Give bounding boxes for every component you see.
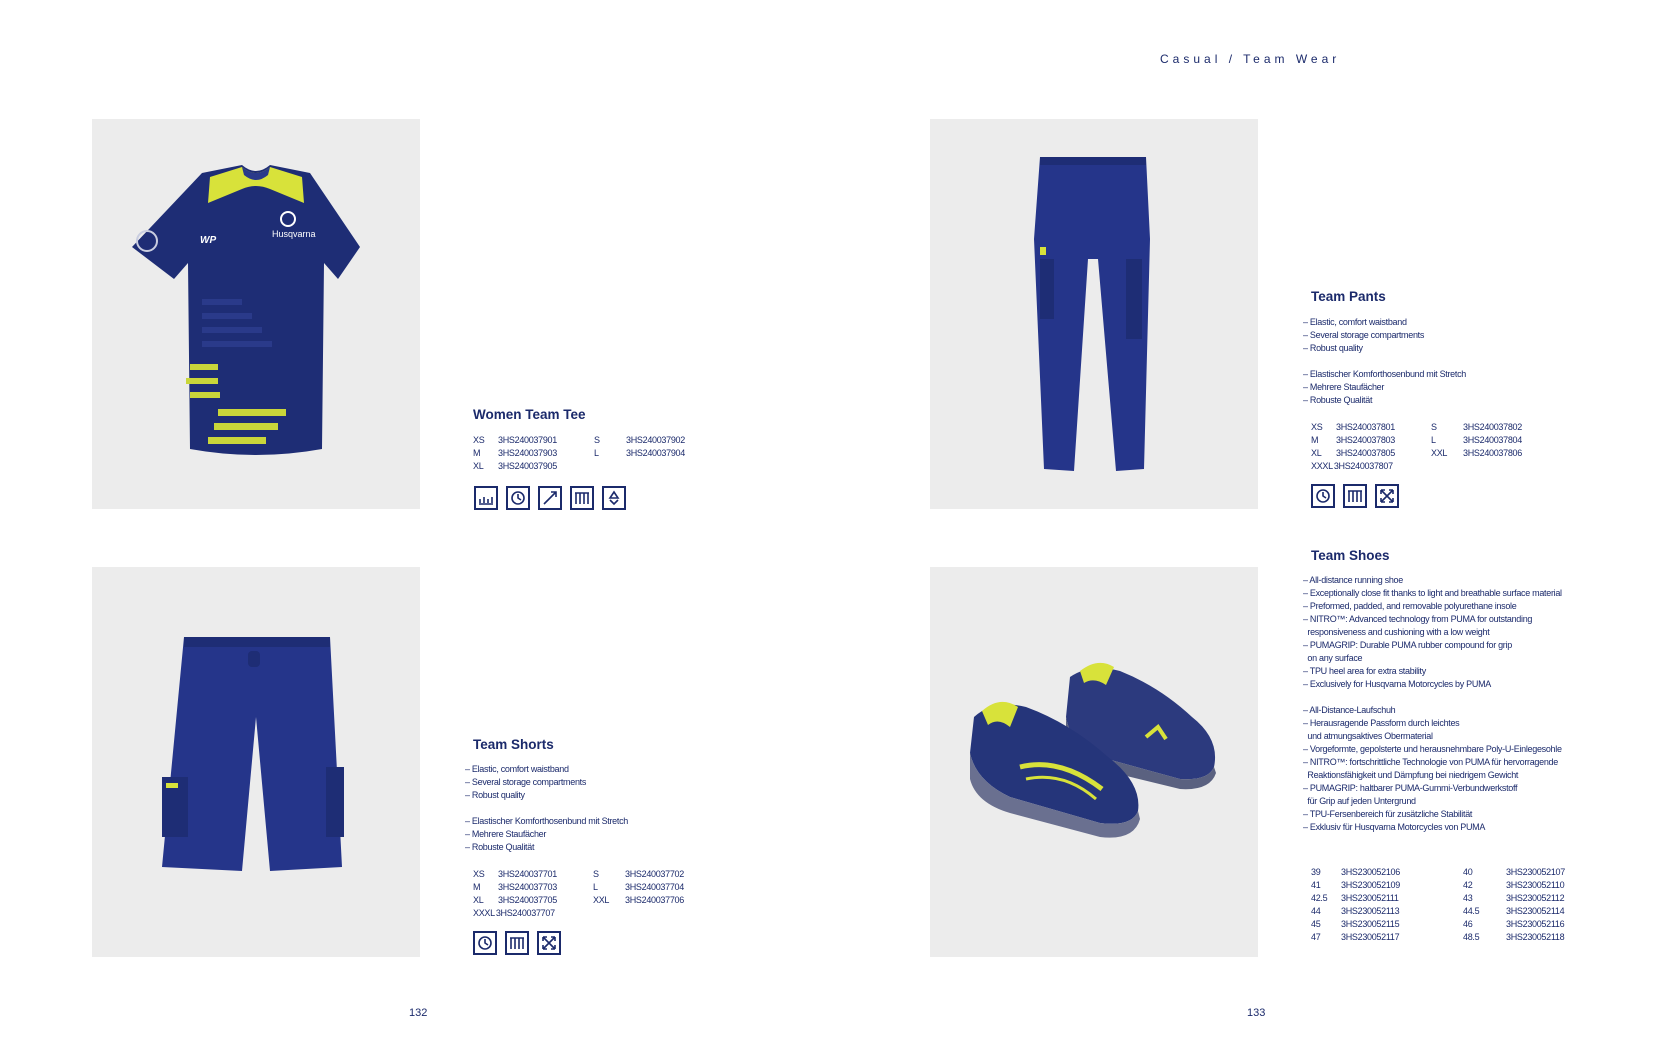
feature-item: Reaktionsfähigkeit und Dämpfung bei niedrigem Gewicht — [1303, 770, 1519, 780]
shoes-features-en — [1303, 574, 1562, 691]
article-code: 3HS240037706 — [625, 895, 684, 905]
size-label: XXXL — [1311, 461, 1333, 471]
size-label: S — [594, 435, 600, 445]
article-code: 3HS230052117 — [1341, 932, 1400, 942]
feature-item: – Robuste Qualität — [1303, 395, 1373, 405]
article-code: 3HS240037806 — [1463, 448, 1522, 458]
shorts-size-table — [473, 868, 684, 920]
stretch-icon — [538, 486, 562, 510]
size-row — [473, 881, 684, 894]
size-label: XL — [1311, 448, 1322, 458]
feature-item: – All-distance running shoe — [1303, 575, 1403, 585]
size-row — [1311, 866, 1565, 879]
size-label: M — [473, 882, 481, 892]
page-number-right: 133 — [1247, 1007, 1266, 1019]
size-label: XXL — [593, 895, 610, 905]
feature-item: für Grip auf jeden Untergrund — [1303, 796, 1416, 806]
pants-feature-icons — [1311, 484, 1399, 508]
quick-dry-icon — [473, 931, 497, 955]
pants-features-de — [1303, 368, 1466, 407]
size-label: 44.5 — [1463, 906, 1480, 916]
article-code: 3HS230052107 — [1506, 867, 1565, 877]
feature-item: – Mehrere Staufächer — [1303, 382, 1385, 392]
feature-item: – Exklusiv für Husqvarna Motorcycles von PUMA — [1303, 822, 1486, 832]
size-label: 45 — [1311, 919, 1321, 929]
feature-item: und atmungsaktives Obermaterial — [1303, 731, 1433, 741]
shorts-illustration — [92, 567, 420, 957]
breathable-icon — [570, 486, 594, 510]
size-row — [1311, 447, 1522, 460]
tee-size-table — [473, 434, 685, 473]
tee-illustration — [92, 119, 420, 509]
size-label: XS — [473, 869, 485, 879]
tee-title: Women Team Tee — [473, 407, 586, 422]
size-label: L — [593, 882, 598, 892]
size-label: XL — [473, 895, 484, 905]
feature-item: – Robust quality — [1303, 343, 1363, 353]
size-label: 41 — [1311, 880, 1321, 890]
article-code: 3HS240037805 — [1336, 448, 1395, 458]
size-row — [473, 907, 684, 920]
article-code: 3HS240037901 — [498, 435, 557, 445]
size-row — [1311, 905, 1565, 918]
size-row — [1311, 918, 1565, 931]
article-code: 3HS230052114 — [1506, 906, 1565, 916]
article-code: 3HS230052113 — [1341, 906, 1400, 916]
size-label: S — [1431, 422, 1437, 432]
size-row — [1311, 931, 1565, 944]
size-label: 46 — [1463, 919, 1473, 929]
size-label: 48.5 — [1463, 932, 1480, 942]
feature-item: – TPU heel area for extra stability — [1303, 666, 1426, 676]
size-label: 43 — [1463, 893, 1473, 903]
shoes-features-de — [1303, 704, 1562, 834]
svg-text:WP: WP — [200, 235, 217, 246]
stretch-arrows-icon — [537, 931, 561, 955]
shorts-feature-icons — [473, 931, 561, 955]
feature-item: on any surface — [1303, 653, 1363, 663]
feature-item: – Elastischer Komforthosenbund mit Stretch — [465, 816, 628, 826]
section-title: Casual / Team Wear — [1160, 52, 1341, 66]
size-label: 42 — [1463, 880, 1473, 890]
feature-item: – Exceptionally close fit thanks to light and breathable surface material — [1303, 588, 1562, 598]
feature-item: – NITRO™: Advanced technology from PUMA for outstanding — [1303, 614, 1533, 624]
article-code: 3HS240037904 — [626, 448, 685, 458]
size-row — [473, 894, 684, 907]
size-label: L — [1431, 435, 1436, 445]
article-code: 3HS230052110 — [1506, 880, 1565, 890]
article-code: 3HS230052118 — [1506, 932, 1565, 942]
feature-item: – TPU-Fersenbereich für zusätzliche Stabilität — [1303, 809, 1473, 819]
feature-item: – Robust quality — [465, 790, 525, 800]
size-label: 39 — [1311, 867, 1321, 877]
article-code: 3HS230052115 — [1341, 919, 1400, 929]
article-code: 3HS240037905 — [498, 461, 557, 471]
article-code: 3HS240037705 — [498, 895, 557, 905]
feature-item: – Mehrere Staufächer — [465, 829, 547, 839]
recycled-icon — [602, 486, 626, 510]
size-row — [1311, 879, 1565, 892]
feature-item: – Exclusively for Husqvarna Motorcycles by PUMA — [1303, 679, 1491, 689]
pants-size-table — [1311, 421, 1522, 473]
size-row — [473, 868, 684, 881]
feature-item: – PUMAGRIP: haltbarer PUMA-Gummi-Verbundwerkstoff — [1303, 783, 1518, 793]
size-row — [1311, 421, 1522, 434]
feature-item: – Preformed, padded, and removable polyurethane insole — [1303, 601, 1517, 611]
size-row — [473, 434, 685, 447]
size-label: XXXL — [473, 908, 495, 918]
size-label: 42.5 — [1311, 893, 1328, 903]
breathable-icon — [505, 931, 529, 955]
team-pants-photo — [930, 119, 1258, 509]
size-row — [1311, 434, 1522, 447]
shorts-title: Team Shorts — [473, 737, 554, 752]
shorts-features-de — [465, 815, 628, 854]
article-code: 3HS240037801 — [1336, 422, 1395, 432]
article-code: 3HS240037903 — [498, 448, 557, 458]
size-label: 40 — [1463, 867, 1473, 877]
article-code: 3HS230052109 — [1341, 880, 1400, 890]
feature-item: responsiveness and cushioning with a low weight — [1303, 627, 1490, 637]
feature-item: – Elastic, comfort waistband — [465, 764, 569, 774]
feature-item: – Several storage compartments — [1303, 330, 1425, 340]
tee-feature-icons — [474, 486, 626, 510]
moisture-wicking-icon — [474, 486, 498, 510]
size-row — [1311, 460, 1522, 473]
size-label: 44 — [1311, 906, 1321, 916]
article-code: 3HS240037803 — [1336, 435, 1395, 445]
size-label: XS — [473, 435, 485, 445]
size-label: 47 — [1311, 932, 1321, 942]
size-label: XS — [1311, 422, 1323, 432]
size-row — [473, 447, 685, 460]
size-label: XL — [473, 461, 484, 471]
size-row — [473, 460, 685, 473]
svg-text:Husqvarna: Husqvarna — [272, 229, 316, 239]
size-label: XXL — [1431, 448, 1448, 458]
article-code: 3HS240037802 — [1463, 422, 1522, 432]
article-code: 3HS240037702 — [625, 869, 684, 879]
shoes-title: Team Shoes — [1311, 548, 1390, 563]
pants-title: Team Pants — [1311, 289, 1386, 304]
shoes-illustration — [930, 567, 1258, 957]
article-code: 3HS230052111 — [1341, 893, 1399, 903]
team-shoes-photo — [930, 567, 1258, 957]
article-code: 3HS240037804 — [1463, 435, 1522, 445]
team-shorts-photo — [92, 567, 420, 957]
article-code: 3HS230052106 — [1341, 867, 1400, 877]
quick-dry-icon — [506, 486, 530, 510]
feature-item: – Several storage compartments — [465, 777, 587, 787]
size-row — [1311, 892, 1565, 905]
article-code: 3HS240037701 — [498, 869, 557, 879]
size-label: M — [473, 448, 481, 458]
article-code: 3HS230052116 — [1506, 919, 1565, 929]
women-team-tee-photo — [92, 119, 420, 509]
feature-item: – Vorgeformte, gepolsterte und herausnehmbare Poly-U-Einlegesohle — [1303, 744, 1562, 754]
stretch-arrows-icon — [1375, 484, 1399, 508]
breathable-icon — [1343, 484, 1367, 508]
feature-item: – PUMAGRIP: Durable PUMA rubber compound for grip — [1303, 640, 1512, 650]
article-code: 3HS240037703 — [498, 882, 557, 892]
article-code: 3HS230052112 — [1506, 893, 1565, 903]
feature-item: – Herausragende Passform durch leichtes — [1303, 718, 1460, 728]
size-label: S — [593, 869, 599, 879]
feature-item: – Elastischer Komforthosenbund mit Stretch — [1303, 369, 1466, 379]
article-code: 3HS240037807 — [1333, 461, 1393, 471]
shorts-features-en — [465, 763, 586, 802]
feature-item: – All-Distance-Laufschuh — [1303, 705, 1396, 715]
feature-item: – Robuste Qualität — [465, 842, 535, 852]
article-code: 3HS240037707 — [495, 908, 555, 918]
pants-illustration — [930, 119, 1258, 509]
article-code: 3HS240037902 — [626, 435, 685, 445]
size-label: L — [594, 448, 599, 458]
feature-item: – Elastic, comfort waistband — [1303, 317, 1407, 327]
shoes-size-table — [1311, 866, 1565, 944]
page-number-left: 132 — [409, 1007, 428, 1019]
pants-features-en — [1303, 316, 1424, 355]
quick-dry-icon — [1311, 484, 1335, 508]
feature-item: – NITRO™: fortschrittliche Technologie von PUMA für hervorragende — [1303, 757, 1558, 767]
article-code: 3HS240037704 — [625, 882, 684, 892]
size-label: M — [1311, 435, 1319, 445]
